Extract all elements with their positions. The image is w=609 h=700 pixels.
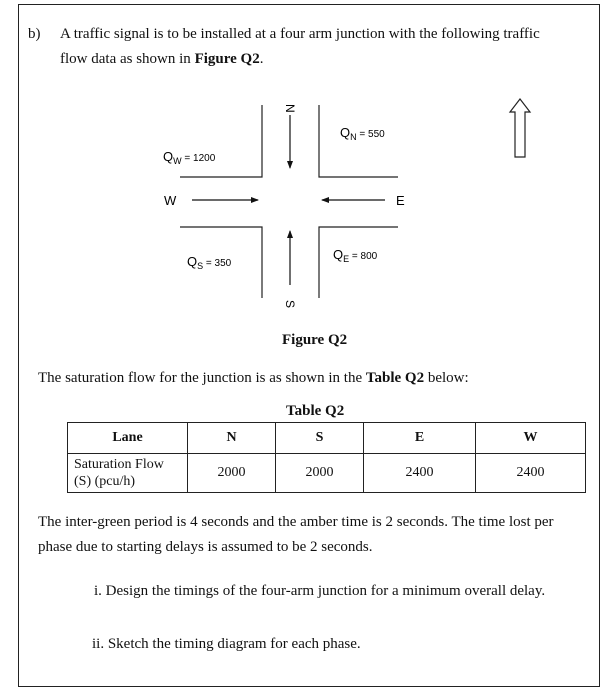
value-w: 2400	[476, 454, 586, 493]
paragraph-line1: The inter-green period is 4 seconds and the amber time is 2 seconds. The time lost per	[38, 514, 554, 530]
qn-label: $Q_N$ $^{= 550}$	[340, 125, 385, 142]
intro-text: flow data as shown in	[60, 51, 195, 67]
header-n: N	[188, 423, 276, 454]
question-intro-line1: A traffic signal is to be installed at a four arm junction with the following traffic	[60, 26, 540, 42]
south-label: S	[283, 300, 297, 309]
intro-period: .	[259, 51, 264, 67]
header-lane: Lane	[68, 423, 188, 454]
header-w: W	[476, 423, 586, 454]
road-edge-nw	[180, 105, 262, 177]
header-e: E	[364, 423, 476, 454]
saturation-table	[67, 422, 586, 493]
north-label: N	[283, 104, 297, 113]
junction-diagram	[0, 0, 609, 330]
table-ref: Table Q2	[365, 370, 425, 386]
row-label	[68, 454, 188, 493]
road-edge-se	[319, 227, 398, 298]
header-s: S	[276, 423, 364, 454]
value-e: 2400	[364, 454, 476, 493]
qw-label: $Q_W$ $^{= 1200}$	[163, 149, 216, 166]
table-caption: Table Q2	[286, 403, 345, 419]
road-edge-ne	[319, 105, 398, 177]
table-header-row	[68, 423, 586, 454]
figure-caption: Figure Q2	[282, 332, 348, 348]
saturation-below: below:	[424, 370, 469, 386]
row-label-line2: (S) (pcu/h)	[74, 474, 136, 489]
table-row	[68, 454, 586, 493]
qs-label: $Q_S$ $^{= 350}$	[187, 254, 232, 271]
figure-ref: Figure Q2	[194, 51, 260, 67]
west-label: W	[164, 193, 177, 208]
question-label: b)	[28, 26, 41, 42]
value-n: 2000	[188, 454, 276, 493]
saturation-intro	[38, 368, 469, 388]
saturation-text: The saturation flow for the junction is as shown in the	[38, 370, 366, 386]
row-label-line1: Saturation Flow	[74, 457, 164, 472]
east-label: E	[396, 193, 405, 208]
value-s: 2000	[276, 454, 364, 493]
paragraph-line2: phase due to starting delays is assumed to be 2 seconds.	[38, 539, 373, 555]
qe-label: $Q_E$ $^{= 800}$	[333, 247, 378, 264]
north-pointer-icon	[510, 99, 530, 157]
task-ii: ii. Sketch the timing diagram for each phase.	[92, 636, 361, 652]
task-i: i. Design the timings of the four-arm junction for a minimum overall delay.	[94, 583, 546, 599]
